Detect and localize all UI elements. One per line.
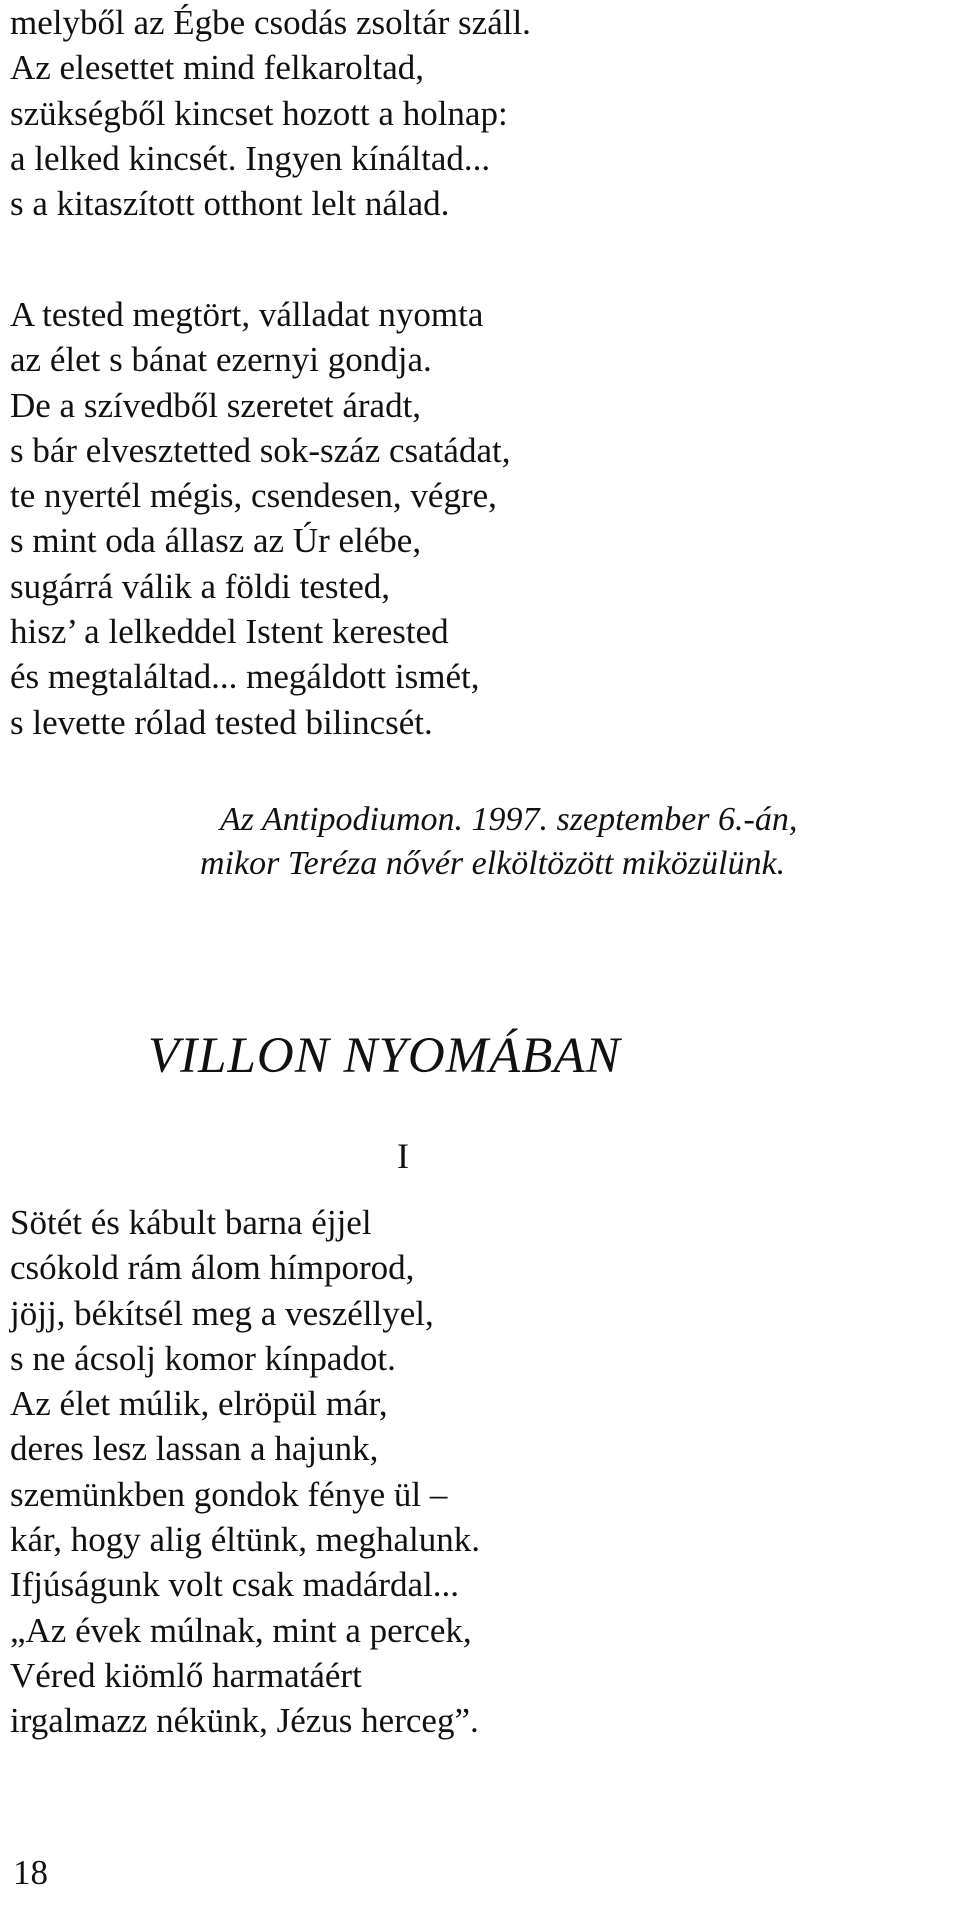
poem-line: Véred kiömlő harmatáért bbox=[10, 1655, 362, 1695]
section-number: I bbox=[397, 1136, 409, 1176]
poem-line: szemünkben gondok fénye ül – bbox=[10, 1474, 448, 1514]
poem-stanza-3 bbox=[10, 1200, 480, 1744]
poem-line: A tested megtört, válladat nyomta bbox=[10, 295, 484, 334]
poem-line: kár, hogy alig éltünk, meghalunk. bbox=[10, 1520, 481, 1560]
poem-line: s levette rólad tested bilincsét. bbox=[10, 702, 433, 742]
poem-line: melyből az Égbe csodás zsoltár száll. bbox=[10, 3, 531, 42]
poem-line: az élet s bánat ezernyi gondja. bbox=[10, 340, 432, 380]
poem-line: jöjj, békítsél meg a veszéllyel, bbox=[10, 1293, 434, 1333]
poem-line: Az élet múlik, elröpül már, bbox=[10, 1384, 388, 1424]
poem-line: sugárrá válik a földi tested, bbox=[10, 566, 391, 606]
poem-line: szükségből kincset hozott a holnap: bbox=[10, 93, 508, 133]
poem-line: Sötét és kábult barna éjjel bbox=[10, 1203, 372, 1242]
poem-title: VILLON NYOMÁBAN bbox=[148, 1028, 621, 1084]
poem-line: s mint oda állasz az Úr elébe, bbox=[10, 521, 422, 561]
poem-line: s ne ácsolj komor kínpadot. bbox=[10, 1338, 396, 1378]
poem-line: irgalmazz nékünk, Jézus herceg”. bbox=[10, 1701, 479, 1741]
poem-line: s bár elvesztetted sok-száz csatádat, bbox=[10, 430, 511, 470]
dedication-line: mikor Teréza nővér elköltözött miközülünk. bbox=[200, 845, 786, 882]
poem-line: De a szívedből szeretet áradt, bbox=[10, 385, 422, 425]
poem-line: a lelked kincsét. Ingyen kínáltad... bbox=[10, 138, 491, 178]
poem-line: Ifjúságunk volt csak madárdal... bbox=[10, 1565, 460, 1605]
poem-stanza-1 bbox=[10, 0, 531, 226]
poem-dedication bbox=[200, 798, 798, 886]
poem-line: s a kitaszított otthont lelt nálad. bbox=[10, 184, 450, 224]
poem-line: deres lesz lassan a hajunk, bbox=[10, 1429, 379, 1469]
poem-line: Az elesettet mind felkaroltad, bbox=[10, 48, 425, 88]
poem-stanza-2 bbox=[10, 292, 510, 745]
page-number: 18 bbox=[13, 1853, 48, 1892]
poem-line: hisz’ a lelkeddel Istent kerested bbox=[10, 612, 449, 652]
poem-line: te nyertél mégis, csendesen, végre, bbox=[10, 476, 497, 516]
dedication-line: Az Antipodiumon. 1997. szeptember 6.-án, bbox=[220, 801, 798, 838]
poem-line: és megtaláltad... megáldott ismét, bbox=[10, 657, 480, 697]
poem-line: „Az évek múlnak, mint a percek, bbox=[10, 1610, 472, 1650]
poem-line: csókold rám álom hímporod, bbox=[10, 1248, 415, 1288]
